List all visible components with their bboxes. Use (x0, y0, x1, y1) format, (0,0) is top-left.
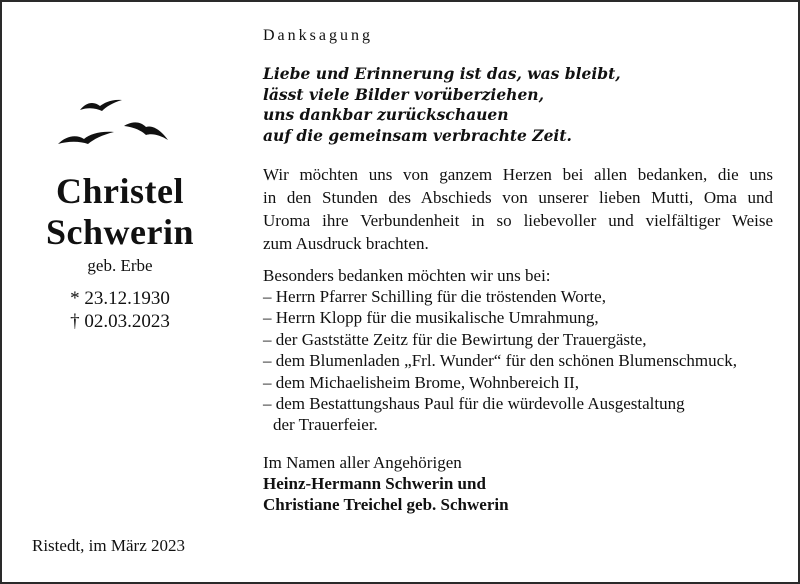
list-item: – dem Blumenladen „Frl. Wunder“ für den schönen Blumenschmuck, (263, 351, 737, 371)
deceased-born-name: geb. Erbe (87, 256, 153, 275)
list-item: – Herrn Pfarrer Schilling für die tröstenden Worte, (263, 287, 606, 306)
deceased-last-name: Schwerin (46, 212, 194, 252)
thanks-line: zum Ausdruck brachten. (263, 234, 429, 253)
place-and-date: Ristedt, im März 2023 (32, 536, 185, 555)
thanks-line: Uroma ihre Verbundenheit in so liebevoller und vielfältiger Weise (263, 211, 773, 230)
notice-heading: Danksagung (263, 27, 373, 44)
list-item: der Trauerfeier. (273, 415, 378, 435)
birth-date: * 23.12.1930 (70, 288, 170, 309)
thanks-line: in den Stunden des Abschieds von unserer lieben Mutti, Oma und (263, 188, 773, 207)
death-date: † 02.03.2023 (70, 311, 170, 332)
thanks-line: Wir möchten uns von ganzem Herzen bei allen bedanken, die uns (263, 165, 773, 184)
list-item: – dem Michaelisheim Brome, Wohnbereich II, (263, 372, 580, 392)
poem-line: uns dankbar zurückschauen (263, 105, 509, 124)
poem-line: lässt viele Bilder vorüberziehen, (263, 84, 544, 104)
thanks-list-intro: Besonders bedanken möchten wir uns bei: (263, 266, 551, 285)
deceased-first-name: Christel (56, 171, 184, 211)
flying-birds-icon (56, 96, 186, 152)
signoff-text: Im Namen aller Angehörigen (263, 453, 462, 472)
poem (263, 64, 783, 146)
list-item: – dem Bestattungshaus Paul für die würdevolle Ausgestaltung (263, 394, 685, 414)
poem-line: auf die gemeinsam verbrachte Zeit. (263, 125, 572, 145)
poem-line: Liebe und Erinnerung ist das, was bleibt, (263, 64, 621, 83)
thanks-list (263, 286, 783, 436)
signer-name: Christiane Treichel geb. Schwerin (263, 495, 509, 514)
thanks-paragraph (263, 163, 773, 255)
signer-name: Heinz-Hermann Schwerin und (263, 474, 486, 493)
list-item: – der Gaststätte Zeitz für die Bewirtung der Trauergäste, (263, 329, 647, 349)
list-item: – Herrn Klopp für die musikalische Umrahmung, (263, 308, 599, 328)
